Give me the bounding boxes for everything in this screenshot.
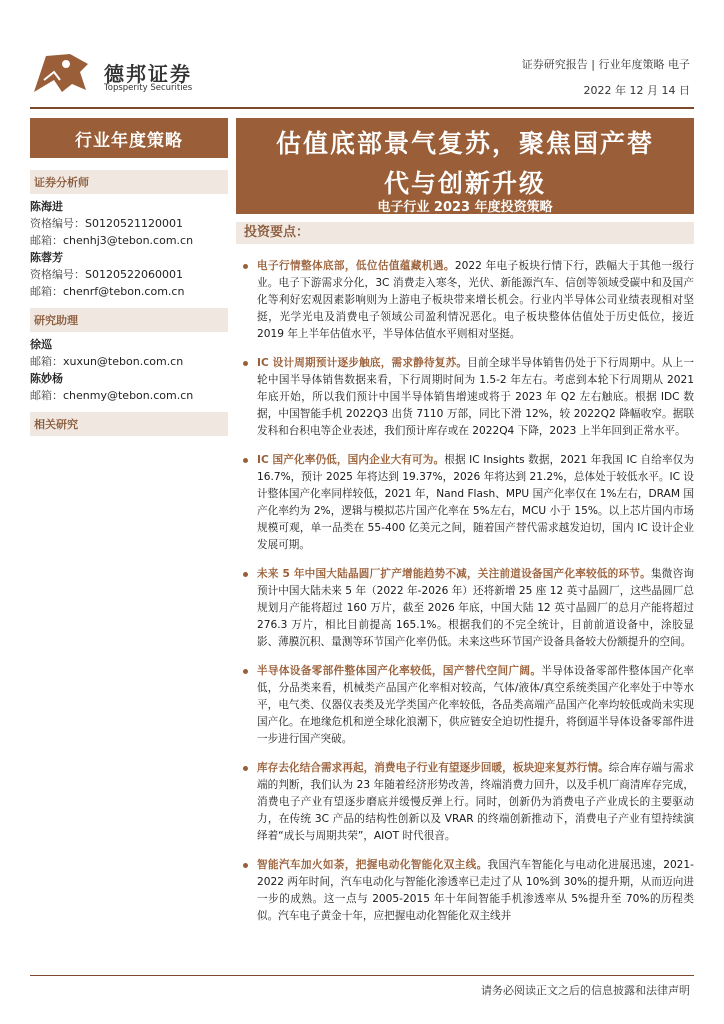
analyst-email[interactable]: chenrf@tebon.com.cn	[63, 285, 185, 298]
point-text: 综合库存端与需求端的判断，我们认为 23 年随着经济形势改善，终端消费力回升，以及手机厂商清库存完成，消费电子产业有望逐步磨底并缓慢反弹上行。同时，创新仍为消费电子产业成长的主要驱动力，在传统 3C 产品的结构性创新以及 VRAR 的终端创新推动下，消费电子产业有望持续演绎着“成长与周期共荣”，AIOT 时代很音。	[257, 762, 695, 842]
related-research-title: 相关研究	[30, 412, 228, 436]
key-points-list	[236, 258, 694, 937]
analyst-section-title: 证券分析师	[30, 170, 228, 194]
email-label: 邮箱：	[30, 355, 63, 368]
email-label: 邮箱：	[30, 234, 63, 247]
point-lead: 智能汽车加火如荼，把握电动化智能化双主线。	[257, 859, 488, 871]
email-label: 邮箱：	[30, 285, 63, 298]
report-subtitle: 电子行业 2023 年度投资策略	[377, 200, 553, 215]
assistant-name: 徐巡	[30, 338, 52, 351]
company-logo-icon	[30, 50, 94, 96]
analyst-entry	[30, 198, 228, 249]
report-type-box: 行业年度策略	[30, 118, 228, 158]
key-points-header: 投资要点：	[236, 222, 694, 244]
point-text: 根据 IC Insights 数据，2021 年我国 IC 自给率仅为 16.7%，预计 2025 年将达到 19.37%，2026 年将达到 21.2%，总体处于较低水平。IC 设计整体国产化率同样较低，2021 年，Nand Flash、MPU 国产化率仅在 1%左右，DRAM 国产化率约为 2%，逻辑与模拟芯片国产化率在 5%左右，MCU 小于 15%。以上芯片国内市场规模可观，单一品类在 55-400 亿美元之间，随着国产替代需求越发迫切，国内 IC 设计企业发展可期。	[257, 454, 694, 551]
analyst-entry	[30, 249, 228, 300]
brand-english-name: Topsperity Securities	[104, 83, 193, 93]
point-text: 目前全球半导体销售仍处于下行周期中。从上一轮中国半导体销售数据来看，下行周期时间为 1.5-2 年左右。考虑到本轮下行周期从 2021 年底开始，所以我们预计中国半导体销售增速或将于 2023 年 Q2 左右触底。根据 IDC 数据，中国智能手机 2022Q3 出货 7110 万部，同比下滑 12%，较 2022Q2 降幅收窄。据联发科和台积电等企业表述，我们预计库存或在 2022Q4 下降，2023 上半年回到正常水平。	[257, 357, 694, 437]
analyst-email[interactable]: chenhj3@tebon.com.cn	[63, 234, 194, 247]
assistant-name: 陈妙杨	[30, 372, 63, 385]
point-lead: 未来 5 年中国大陆晶圆厂扩产增能趋势不减，关注前道设备国产化率较低的环节。	[257, 568, 651, 580]
title-line-1: 估值底部景气复苏，聚焦国产替	[275, 129, 654, 158]
report-date: 2022 年 12 月 14 日	[583, 84, 690, 97]
report-category: 证券研究报告 | 行业年度策略 电子	[521, 58, 690, 71]
point-lead: 电子行情整体底部，低位估值蕴藏机遇。	[257, 260, 455, 272]
bullet-icon	[243, 458, 248, 463]
key-point	[236, 452, 694, 554]
assistant-entry	[30, 370, 228, 404]
bullet-icon	[243, 264, 248, 269]
bullet-icon	[243, 766, 248, 771]
bullet-icon	[243, 361, 248, 366]
brand-name: 德邦证券	[104, 62, 192, 86]
footer-divider	[30, 975, 694, 976]
point-lead: IC 设计周期预计逐步触底，需求静待复苏。	[257, 357, 468, 369]
assistant-entry	[30, 336, 228, 370]
header-divider	[30, 107, 694, 109]
title-line-2: 代与创新升级	[383, 169, 546, 198]
point-lead: 半导体设备零部件整体国产化率较低，国产替代空间广阔。	[257, 665, 542, 677]
point-text: 2022 年电子板块行情下行，跌幅大于其他一级行业。电子下游需求分化，3C 消费走入寒冬，光伏、新能源汽车、信创等领域受碳中和及国产化等利好宏观因素影响则为上游电子板块带来增长机会。行业内半导体公司业绩表现相对坚挺，光学光电及消费电子领域公司盈利情况恶化。电子板块整体估值处于历史低位，接近 2019 年上半年估值水平，半导体估值水平则相对坚挺。	[257, 260, 695, 340]
analyst-name: 陈海进	[30, 200, 63, 213]
cert-number: S0120521120001	[85, 217, 183, 230]
author-sidebar	[30, 170, 228, 440]
point-text: 集微咨询预计中国大陆未来 5 年（2022 年-2026 年）还将新增 25 座 12 英寸晶圆厂，这些晶圆厂总规划月产能将超过 160 万片，截至 2026 年底，中国大陆 12 英寸晶圆厂的总月产能将超过 276.3 万片，相比目前提高 165.1%。根据我们的不完全统计，目前前道设备中，涂胶显影、薄膜沉积、量测等环节国产化率仍低。未来这些环节国产设备具备较大份额提升的空间。	[257, 568, 694, 648]
cert-label: 资格编号：	[30, 268, 85, 281]
point-text: 我国汽车智能化与电动化进展迅速，2021-2022 两年时间，汽车电动化与智能化渗透率已走过了从 10%到 30%的提升期，从而迈向进一步的成熟。这一点与 2005-2015 年十年间智能手机渗透率从 5%提升至 70%的历程类似。汽车电子黄金十年，应把握电动化智能化双主线并	[257, 859, 694, 922]
key-point	[236, 258, 694, 343]
assistant-email[interactable]: xuxun@tebon.com.cn	[63, 355, 184, 368]
bullet-icon	[243, 863, 248, 868]
assistant-email[interactable]: chenmy@tebon.com.cn	[63, 389, 194, 402]
assistant-section-title: 研究助理	[30, 308, 228, 332]
key-point	[236, 857, 694, 925]
point-lead: 库存去化结合需求再起，消费电子行业有望逐步回暖，板块迎来复苏行情。	[257, 762, 609, 774]
key-point	[236, 760, 694, 845]
cert-number: S0120522060001	[85, 268, 183, 281]
key-point	[236, 566, 694, 651]
cert-label: 资格编号：	[30, 217, 85, 230]
key-point	[236, 355, 694, 440]
key-point	[236, 663, 694, 748]
bullet-icon	[243, 572, 248, 577]
email-label: 邮箱：	[30, 389, 63, 402]
disclaimer-notice: 请务必阅读正文之后的信息披露和法律声明	[481, 984, 690, 997]
point-text: 半导体设备零部件整体国产化率低，分品类来看，机械类产品国产化率相对较高，气体/液体/真空系统类国产化率处于中等水平，电气类、仪器仪表类及光学类国产化率较低，各品类高端产品国产化率均较低或尚未实现国产化。在地缘危机和逆全球化浪潮下，供应链安全迫切性提升，将倒逼半导体设备零部件进一步进行国产突破。	[257, 665, 695, 745]
bullet-icon	[243, 669, 248, 674]
analyst-name: 陈蓉芳	[30, 251, 63, 264]
point-lead: IC 国产化率仍低，国内企业大有可为。	[257, 454, 445, 466]
